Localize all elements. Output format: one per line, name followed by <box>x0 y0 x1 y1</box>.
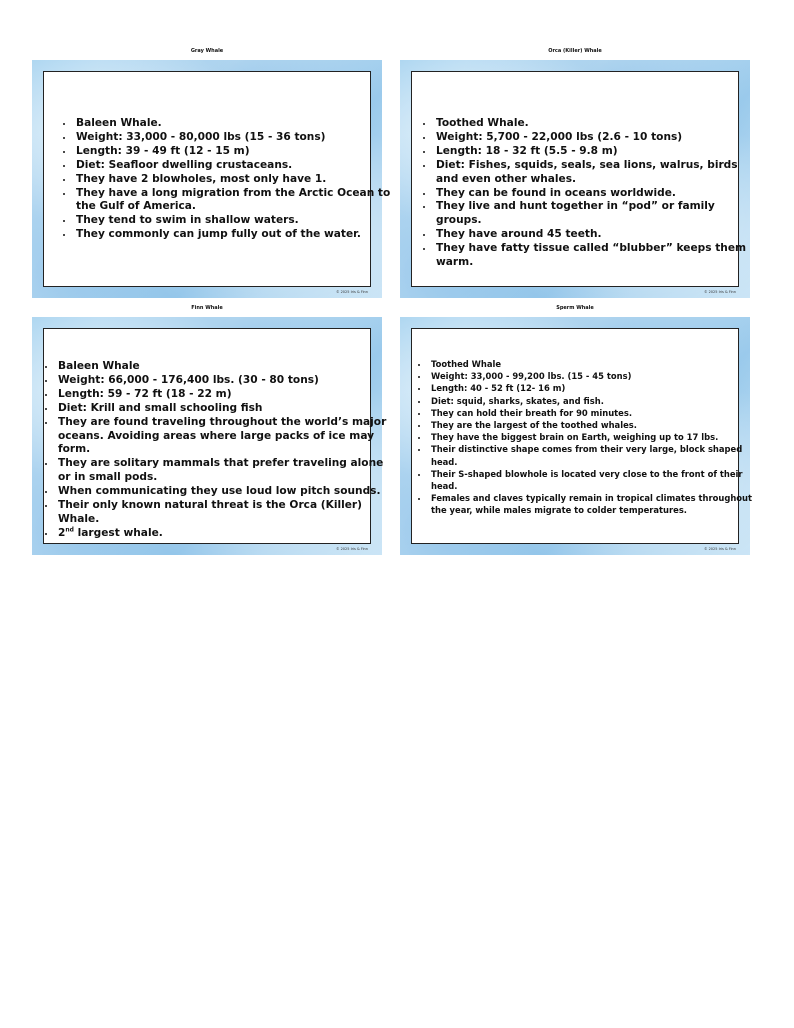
list-item: • Length: 59 - 72 ft (18 - 22 m) <box>56 388 396 402</box>
card-footer: © 2025 Iris & Finn <box>335 290 368 294</box>
card-title-sperm-whale: Sperm Whale <box>556 305 594 311</box>
list-item: • They can be found in oceans worldwide. <box>434 187 756 201</box>
list-item: • Females and claves typically remain in tropical climates throughout the year, while males migrate to colder temperatures. <box>429 492 763 516</box>
list-item: • They live and hunt together in “pod” or family groups. <box>434 200 756 228</box>
fact-list <box>404 358 763 517</box>
list-item: • Toothed Whale <box>429 358 763 370</box>
fact-list <box>31 360 396 541</box>
list-item: • Length: 39 - 49 ft (12 - 15 m) <box>74 145 392 159</box>
list-item: • Diet: Seafloor dwelling crustaceans. <box>74 159 392 173</box>
list-item: • Their distinctive shape comes from their very large, block shaped head. <box>429 443 763 467</box>
list-item: • They commonly can jump fully out of the water. <box>74 228 392 242</box>
rank-number: 2 <box>58 526 66 539</box>
card-title-gray-whale: Gray Whale <box>190 48 224 54</box>
list-item: • Weight: 33,000 - 80,000 lbs (15 - 36 tons) <box>74 131 392 145</box>
list-item: • They can hold their breath for 90 minutes. <box>429 407 763 419</box>
list-item: • Baleen Whale. <box>74 117 392 131</box>
rank-text: largest whale. <box>73 526 163 539</box>
list-item: • They have a long migration from the Arctic Ocean to the Gulf of America. <box>74 187 392 215</box>
list-item: • Diet: Fishes, squids, seals, sea lions, walrus, birds and even other whales. <box>434 159 756 187</box>
list-item: • They have 2 blowholes, most only have 1. <box>74 173 392 187</box>
card-title-orca-whale: Orca (Killer) Whale <box>548 48 602 54</box>
list-item: • They tend to swim in shallow waters. <box>74 214 392 228</box>
list-item: • They are found traveling throughout the world’s major oceans. Avoiding areas where large packs of ice may form. <box>56 416 396 458</box>
list-item: • When communicating they use loud low pitch sounds. <box>56 485 396 499</box>
fact-list <box>49 117 392 242</box>
list-item: • Their S-shaped blowhole is located very close to the front of their head. <box>429 468 763 492</box>
card-gray-whale <box>32 60 391 298</box>
list-item: • They are the largest of the toothed whales. <box>429 419 763 431</box>
list-item: • Length: 18 - 32 ft (5.5 - 9.8 m) <box>434 145 756 159</box>
fact-list <box>409 117 756 270</box>
card-footer: © 2025 Iris & Finn <box>335 547 368 551</box>
list-item: • Length: 40 - 52 ft (12- 16 m) <box>429 382 763 394</box>
list-item: • Baleen Whale <box>56 360 396 374</box>
list-item: • Diet: Krill and small schooling fish <box>56 402 396 416</box>
list-item: • Weight: 33,000 - 99,200 lbs. (15 - 45 tons) <box>429 370 763 382</box>
rank-suffix: nd <box>65 526 74 534</box>
list-item: • Weight: 66,000 - 176,400 lbs. (30 - 80 tons) <box>56 374 396 388</box>
list-item: • They are solitary mammals that prefer traveling alone or in small pods. <box>56 457 396 485</box>
card-footer: © 2025 Iris & Finn <box>703 547 736 551</box>
card-orca-whale <box>400 60 750 298</box>
card-finn-whale <box>32 317 387 555</box>
card-sperm-whale <box>400 317 753 555</box>
list-item: • Weight: 5,700 - 22,000 lbs (2.6 - 10 tons) <box>434 131 756 145</box>
list-item: • Diet: squid, sharks, skates, and fish. <box>429 395 763 407</box>
list-item <box>56 527 396 541</box>
list-item: • Their only known natural threat is the Orca (Killer) Whale. <box>56 499 396 527</box>
card-footer: © 2025 Iris & Finn <box>703 290 736 294</box>
list-item: • Toothed Whale. <box>434 117 756 131</box>
card-title-finn-whale: Finn Whale <box>191 305 223 311</box>
list-item: • They have around 45 teeth. <box>434 228 756 242</box>
list-item: • They have fatty tissue called “blubber” keeps them warm. <box>434 242 756 270</box>
list-item: • They have the biggest brain on Earth, weighing up to 17 lbs. <box>429 431 763 443</box>
